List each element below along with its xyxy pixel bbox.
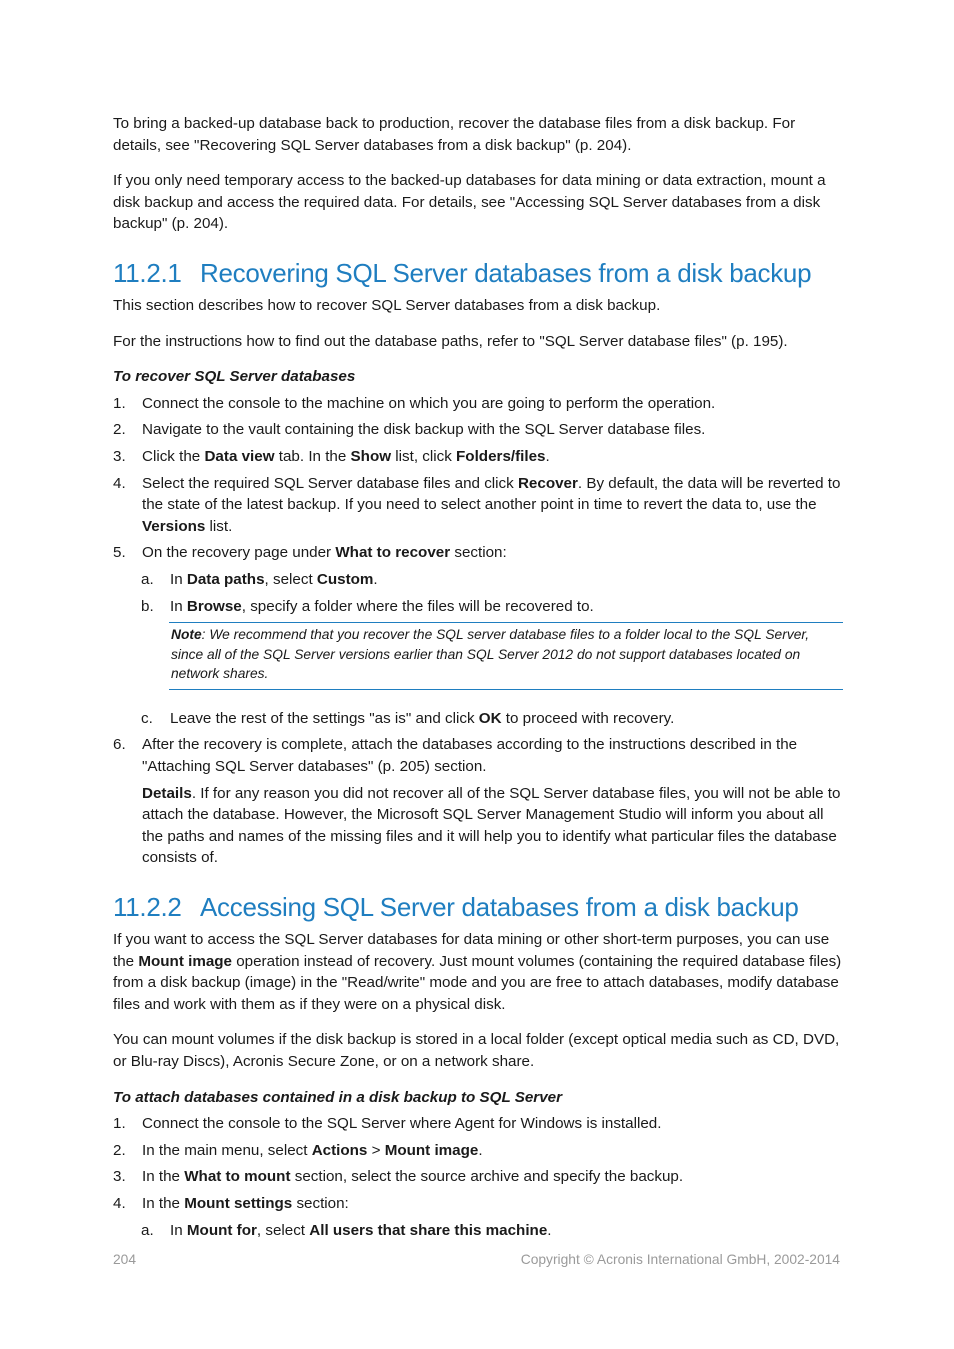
section-heading-recovering [113,257,843,289]
substep-item [113,569,843,591]
page-number: 204 [113,1252,137,1267]
step-item [113,734,843,777]
step-text: Navigate to the vault containing the disk backup with the SQL Server database files. [142,421,706,439]
ui-term: OK [478,709,502,727]
step-text: Connect the console to the SQL Server where Agent for Windows is installed. [142,1115,662,1133]
step-item [113,1113,843,1135]
copyright-text: Copyright © Acronis International GmbH, 2002-2014 [520,1252,840,1267]
procedure-title: To attach databases contained in a disk backup to SQL Server [113,1088,563,1106]
text-run: section: [292,1194,349,1212]
details-paragraph [113,783,843,869]
ui-term: What to recover [335,544,451,562]
substep-letter: c. [141,709,153,727]
ui-term: Show [350,447,392,465]
text-run: operation instead of recovery. Just mount volumes (containing the required database files) from a disk backup (image) in the "Read/write" mode and you are free to attach databases, modify database files and work with them as if they were on a physical disk. [113,952,842,1013]
step-number: 2. [113,421,126,439]
step-item [113,446,843,468]
text-run: In the [142,1194,185,1212]
step-item [113,1193,843,1215]
text-run: section, select the source archive and specify the backup. [290,1168,684,1186]
step-item [113,393,843,415]
text-run: . [373,570,378,588]
substep-text [170,710,674,727]
step-number: 3. [113,1168,126,1186]
step-number: 5. [113,544,126,562]
section-paragraph: For the instructions how to find out the database paths, refer to "SQL Server database files" (p. 195). [113,332,788,350]
step-item [113,1140,843,1162]
section-paragraph: You can mount volumes if the disk backup is stored in a local folder (except optical media such as CD, DVD, or Blu-ray Discs), Acronis Secure Zone, or on a network share. [113,1031,840,1070]
step-text: After the recovery is complete, attach the databases according to the instructions described in the "Attaching SQL Server databases" (p. 205) section. [142,736,798,776]
text-run: . [478,1141,483,1159]
substep-letter: b. [141,597,154,615]
section-title: Recovering SQL Server databases from a disk backup [200,257,812,288]
ui-term: Versions [142,517,206,535]
step-number: 4. [113,1194,126,1212]
note-text: : We recommend that you recover the SQL server database files to a folder local to the SQL Server, since all of the SQL Server versions earlier than SQL Server 2012 do not support databases located on network shares. [171,627,810,682]
ui-term: What to mount [184,1168,291,1186]
substep-item [113,596,843,618]
step-item [113,473,843,538]
ui-term: Mount image [138,952,232,970]
text-run: . [547,1221,552,1239]
text-run: In the main menu, select [142,1141,312,1159]
step-text: Connect the console to the machine on which you are going to perform the operation. [142,394,716,412]
section-paragraph: This section describes how to recover SQL Server databases from a disk backup. [113,296,661,314]
text-run: Select the required SQL Server database files and click [142,474,518,492]
text-run: list. [205,517,233,535]
ui-term: Data view [204,447,275,465]
text-run: , specify a folder where the files will be recovered to. [241,597,594,615]
text-run: Click the [142,447,205,465]
ui-term: Browse [186,597,242,615]
note-label: Note [171,627,202,643]
section-number: 11.2.1 [113,257,182,288]
ui-term: Data paths [186,570,265,588]
ui-term: All users that share this machine [309,1221,548,1239]
section-title: Accessing SQL Server databases from a disk backup [200,892,799,923]
procedure-title: To recover SQL Server databases [113,368,356,386]
section-heading-accessing [113,891,843,923]
text-run: On the recovery page under [142,544,336,562]
text-run: , select [256,1221,310,1239]
step-number: 6. [113,736,126,754]
substep-letter: a. [141,1221,154,1239]
note-box [169,622,843,690]
text-run: tab. In the [274,447,351,465]
step-number: 3. [113,447,126,465]
text-run: If you want to access the SQL Server databases for data mining or other short-term purposes, you can use the [113,931,830,970]
step-text [142,475,840,535]
intro-paragraph-1: To bring a backed-up database back to production, recover the database files from a disk backup. For details, see "Recovering SQL Server databases from a disk backup" (p. 204). [113,115,796,154]
details-label: Details [142,784,192,802]
step-number: 4. [113,474,126,492]
ui-term: Mount for [186,1221,257,1239]
step-text [142,448,550,465]
step-item [113,542,843,564]
step-number: 1. [113,394,126,412]
substep-text [170,598,594,615]
text-run: Leave the rest of the settings "as is" and click [170,709,479,727]
text-run: . By default, the data will be reverted to the state of the latest backup. If you need to select another point in time to revert the data to, use the [142,474,841,514]
step-text [142,1168,683,1185]
text-run: In [170,597,187,615]
text-run: In [170,570,187,588]
procedure-steps [113,393,843,564]
substep-item [113,708,843,730]
section-number: 11.2.2 [113,892,182,923]
substep-text [170,1222,552,1239]
step-text [142,544,507,561]
text-run: section: [450,544,507,562]
step-number: 1. [113,1115,126,1133]
substep-letter: a. [141,570,154,588]
ui-term: Custom [316,570,374,588]
ui-term: Folders/files [456,447,546,465]
step-item [113,419,843,441]
document-page [113,113,843,1246]
ui-term: Recover [517,474,578,492]
text-run: In the [142,1168,185,1186]
step-item [113,1166,843,1188]
intro-paragraph-2: If you only need temporary access to the backed-up databases for data mining or data extraction, mount a disk backup and access the required data. For details, see "Accessing SQL Server databases from a disk backup" (p. 204). [113,172,826,233]
ui-term: Mount settings [184,1194,293,1212]
step-number: 2. [113,1141,126,1159]
substep-item [113,1220,843,1242]
substep-text [170,571,378,588]
section-paragraph [113,929,843,1015]
ui-term: Mount image [384,1141,479,1159]
text-run: > [367,1141,385,1159]
step-text [142,1142,483,1159]
procedure-steps [113,1113,843,1214]
text-run: , select [264,570,317,588]
text-run: In [170,1221,187,1239]
ui-term: Actions [311,1141,368,1159]
text-run: to proceed with recovery. [501,709,675,727]
step-text [142,1195,349,1212]
details-text: . If for any reason you did not recover all of the SQL Server database files, you will not be able to attach the database. However, the Microsoft SQL Server Management Studio will inform you about all the paths and names of the missing files and it will help you to identify what particular files the database consists of. [142,784,841,867]
text-run: . [545,447,550,465]
text-run: list, click [391,447,457,465]
